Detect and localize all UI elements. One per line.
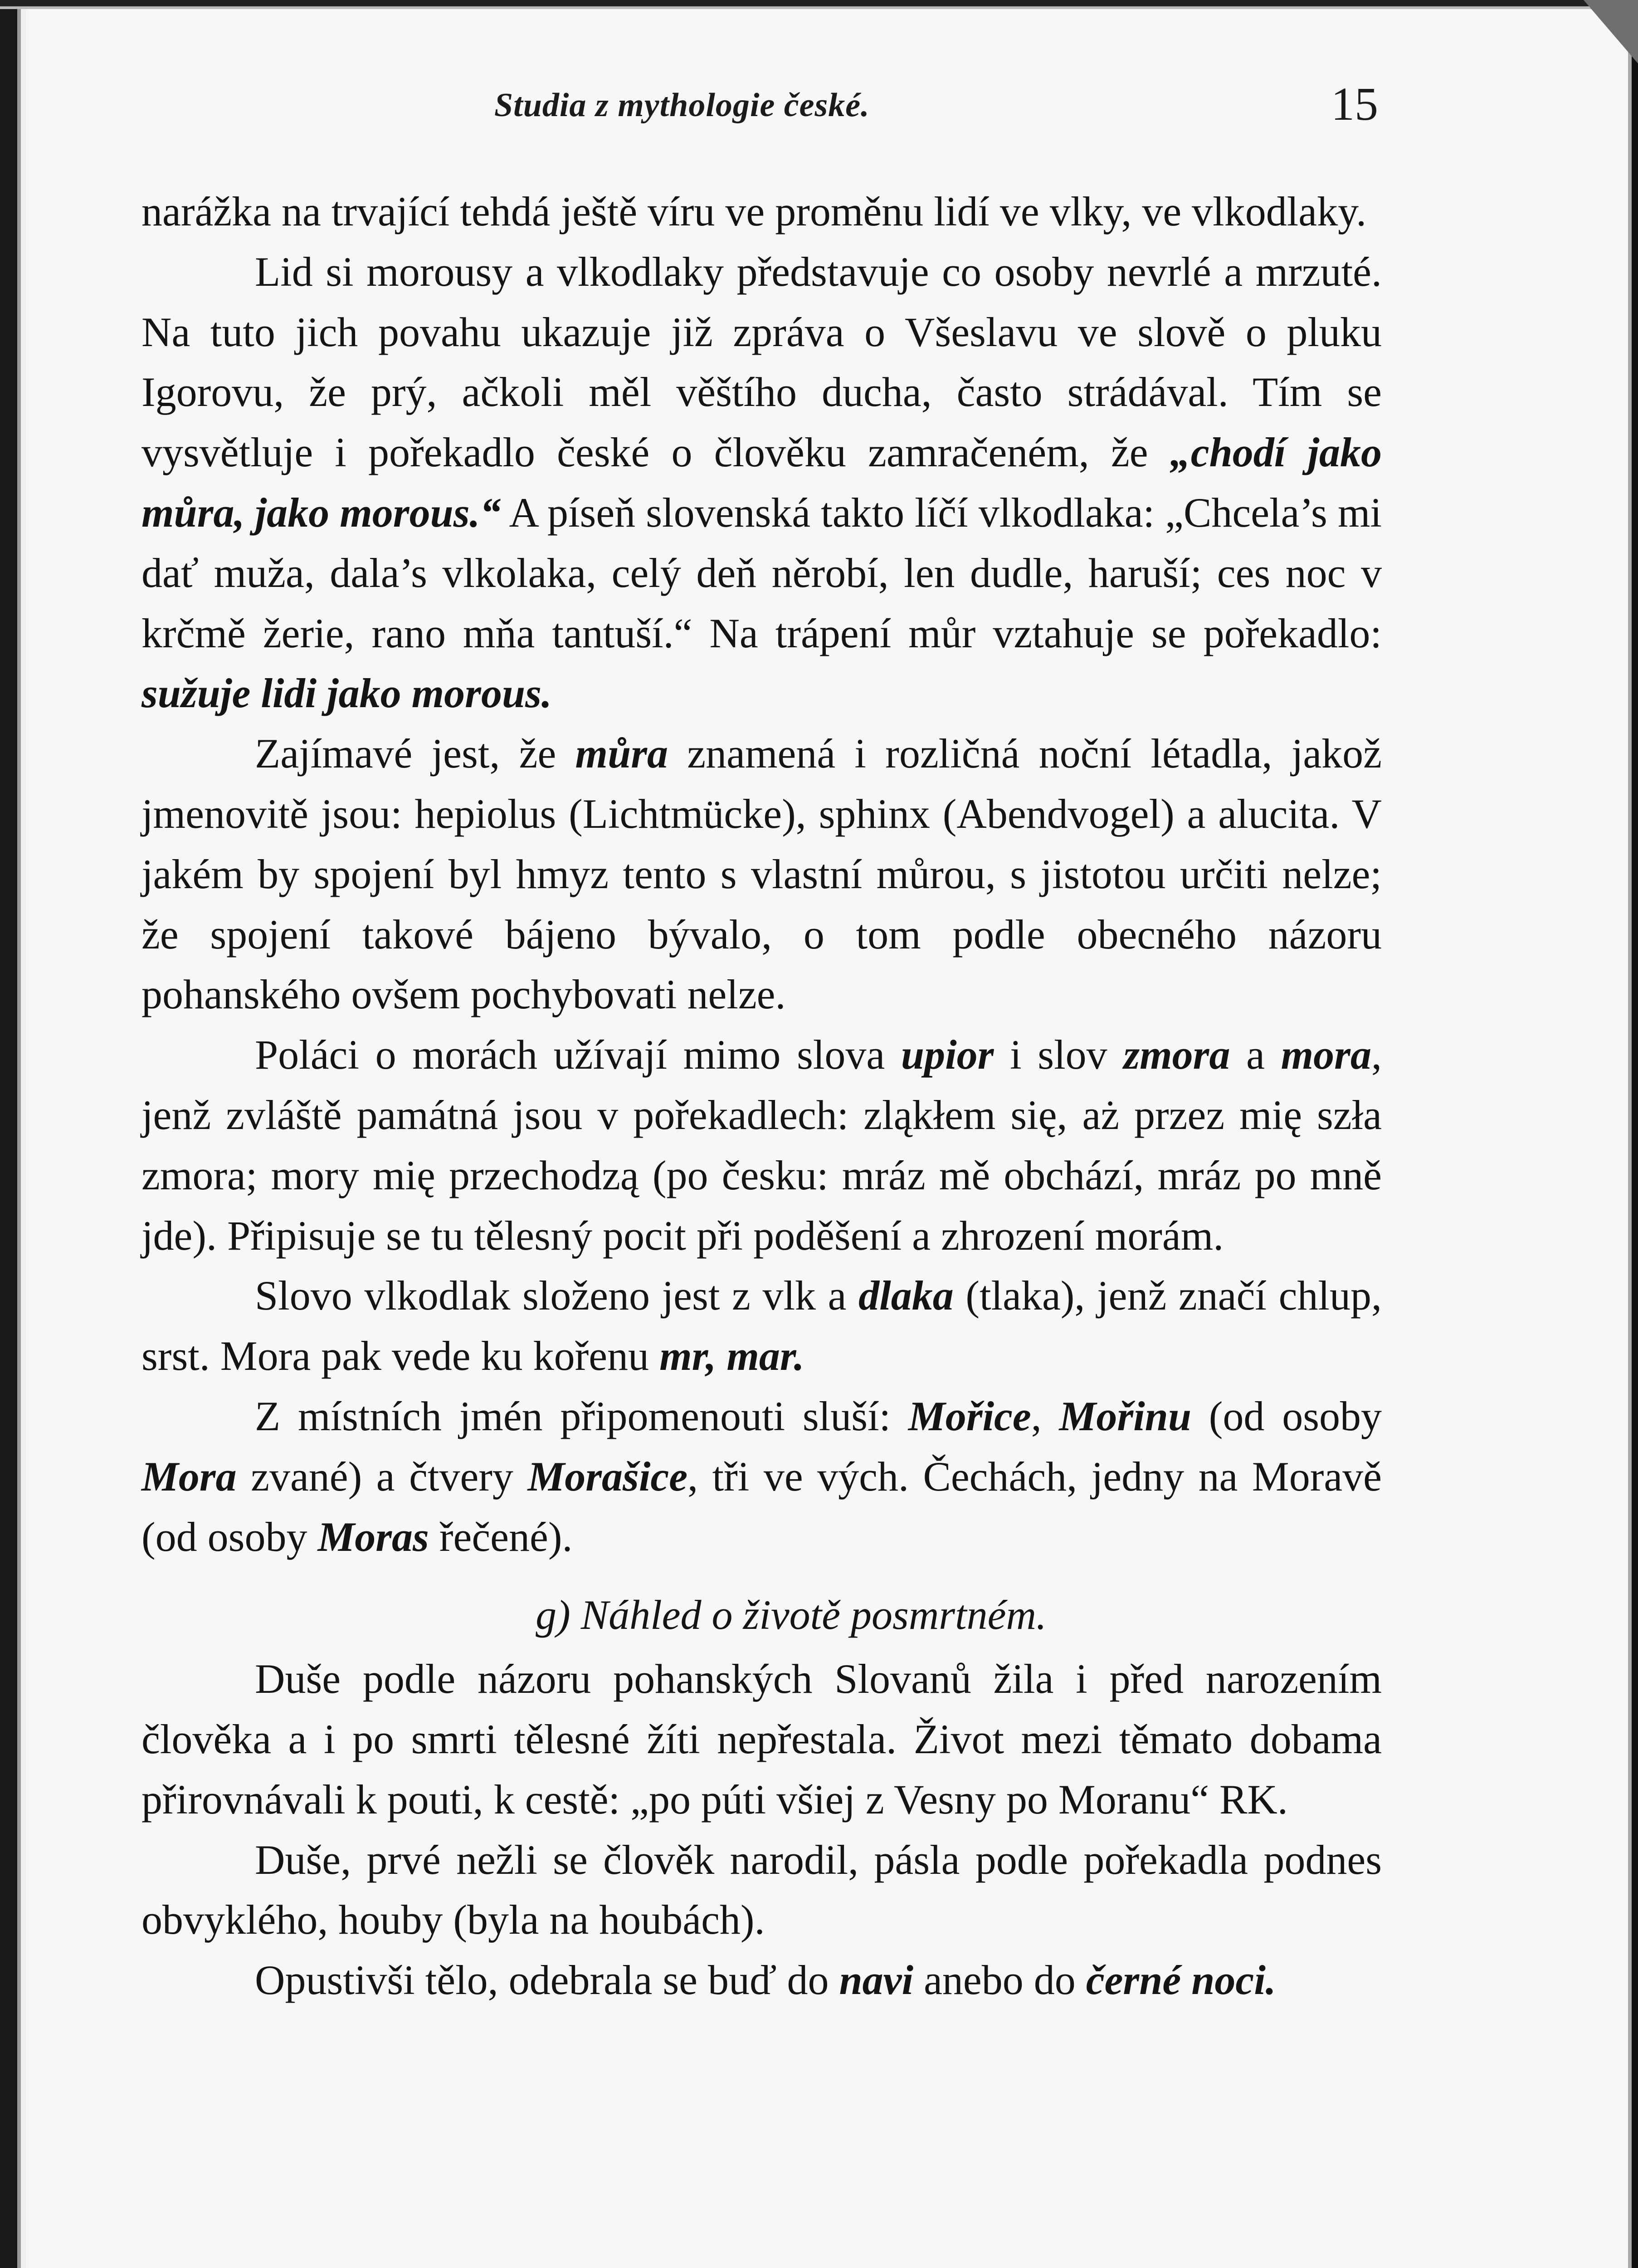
scan-left-border — [0, 0, 26, 2268]
paragraph-6 — [141, 1386, 1382, 1567]
body-text — [141, 181, 1382, 2010]
term-dlaka: dlaka — [858, 1272, 954, 1319]
quote-chodi-jako-mura: „chodí jako můra, jako morous.“ — [141, 429, 1382, 536]
paragraph-6-sep: , — [1031, 1393, 1059, 1439]
paragraph-6-text-a: Z místních jmén připomenouti sluší: — [255, 1393, 908, 1439]
saying-suzuje-lidi: sužuje lidi jako morous. — [141, 670, 552, 717]
paragraph-6-text-e: řečené). — [429, 1513, 573, 1560]
place-morasice: Morašice — [527, 1453, 688, 1500]
scan-top-border — [0, 0, 1638, 14]
paragraph-8-text: Duše, prvé nežli se člověk narodil, pásla podle pořekadla podnes obvyklého, houby (byla na houbách). — [141, 1836, 1382, 1943]
term-mr-mar: mr, mar. — [659, 1333, 804, 1379]
paragraph-9 — [141, 1950, 1382, 2010]
person-mora: Mora — [141, 1453, 237, 1500]
term-mura: můra — [575, 730, 668, 777]
paragraph-7-text: Duše podle názoru pohanských Slovanů žila i před narozením člověka a i po smrti tělesné žíti nepřestala. Život mezi těmato dobama přirovnávali k pouti, k cestě: „po púti všiej z Vesny po Moranu“ RK. — [141, 1656, 1382, 1823]
paragraph-4 — [141, 1025, 1382, 1266]
place-morice: Mořice — [908, 1393, 1031, 1439]
paragraph-1-text: narážka na trvající tehdá ještě víru ve proměnu lidí ve vlky, ve vlkodlaky. — [141, 188, 1367, 235]
page-corner-fold — [1584, 0, 1638, 64]
paragraph-6-text-c: zvané) a čtvery — [236, 1453, 528, 1500]
place-morinu: Mořinu — [1059, 1393, 1192, 1439]
paragraph-7 — [141, 1649, 1382, 1829]
term-navi: navi — [839, 1957, 914, 2004]
paragraph-3-text-a: Zajímavé jest, že — [255, 730, 575, 777]
paragraph-5-text-a: Slovo vlkodlak složeno jest z vlk a — [255, 1272, 859, 1319]
paragraph-6-text-d: , tři ve vých. Čechách, jedny na Moravě (od osoby — [141, 1453, 1382, 1560]
paragraph-3 — [141, 723, 1382, 1025]
paragraph-4-text-d: , jenž zvláště památná jsou v pořekadlech: zląkłem się, aż przez mię szła zmora; mory mię przechodzą (po česku: mráz mě obchází, mráz po mně jde). Připisuje se tu tělesný pocit při poděšení a zhrození morám. — [141, 1031, 1382, 1259]
term-cerne-noci: černé noci. — [1086, 1957, 1276, 2004]
paragraph-9-text-a: Opustivši tělo, odebrala se buď do — [255, 1957, 839, 2004]
paragraph-9-text-b: anebo do — [913, 1957, 1086, 2004]
term-zmora: zmora — [1123, 1031, 1230, 1078]
paragraph-2-text-a: Lid si morousy a vlkodlaky představuje co osoby nevrlé a mrzuté. Na tuto jich povahu ukazuje již zpráva o Všeslavu ve slově o pluku Igorovu, že prý, ačkoli měl věštího ducha, často strádával. Tím se vysvětluje i pořekadlo české o člověku zamračeném, že — [141, 248, 1382, 476]
paragraph-5-text-b: (tlaka), jenž značí chlup, srst. Mora pak vede ku kořenu — [141, 1272, 1382, 1379]
paragraph-4-text-a: Poláci o morách užívají mimo slova — [255, 1031, 901, 1078]
section-heading: g) Náhled o životě posmrtném. — [536, 1592, 1047, 1638]
person-moras: Moras — [317, 1513, 429, 1560]
term-upior: upior — [901, 1031, 994, 1078]
paragraph-3-text-b: znamená i rozličná noční létadla, jakož jmenovitě jsou: hepiolus (Lichtmücke), sphinx (Abendvogel) a alucita. V jakém by spojení byl hmyz tento s vlastní můrou, s jistotou určiti nelze; že spojení takové bájeno bývalo, o tom podle obecného názoru pohanského ovšem pochybovati nelze. — [141, 730, 1382, 1018]
page-number: 15 — [1331, 78, 1378, 130]
paragraph-4-text-b: i slov — [994, 1031, 1124, 1078]
paragraph-6-text-b: (od osoby — [1191, 1393, 1382, 1439]
paragraph-2 — [141, 242, 1382, 723]
paragraph-4-text-c: a — [1230, 1031, 1281, 1078]
running-head: Studia z mythologie české. — [494, 87, 870, 124]
paragraph-1 — [141, 181, 1382, 242]
paragraph-8 — [141, 1830, 1382, 1950]
paragraph-2-text-b: A píseň slovenská takto líčí vlkodlaka: „Chcela’s mi dať muža, dala’s vlkolaka, celý deň něrobí, len dudle, haruší; ces noc v krčmě žerie, rano mňa tantuší.“ Na trápení můr vztahuje se pořekadlo: — [141, 489, 1382, 656]
scan-right-border — [1620, 0, 1638, 2268]
paragraph-5 — [141, 1266, 1382, 1386]
term-mora: mora — [1281, 1031, 1371, 1078]
